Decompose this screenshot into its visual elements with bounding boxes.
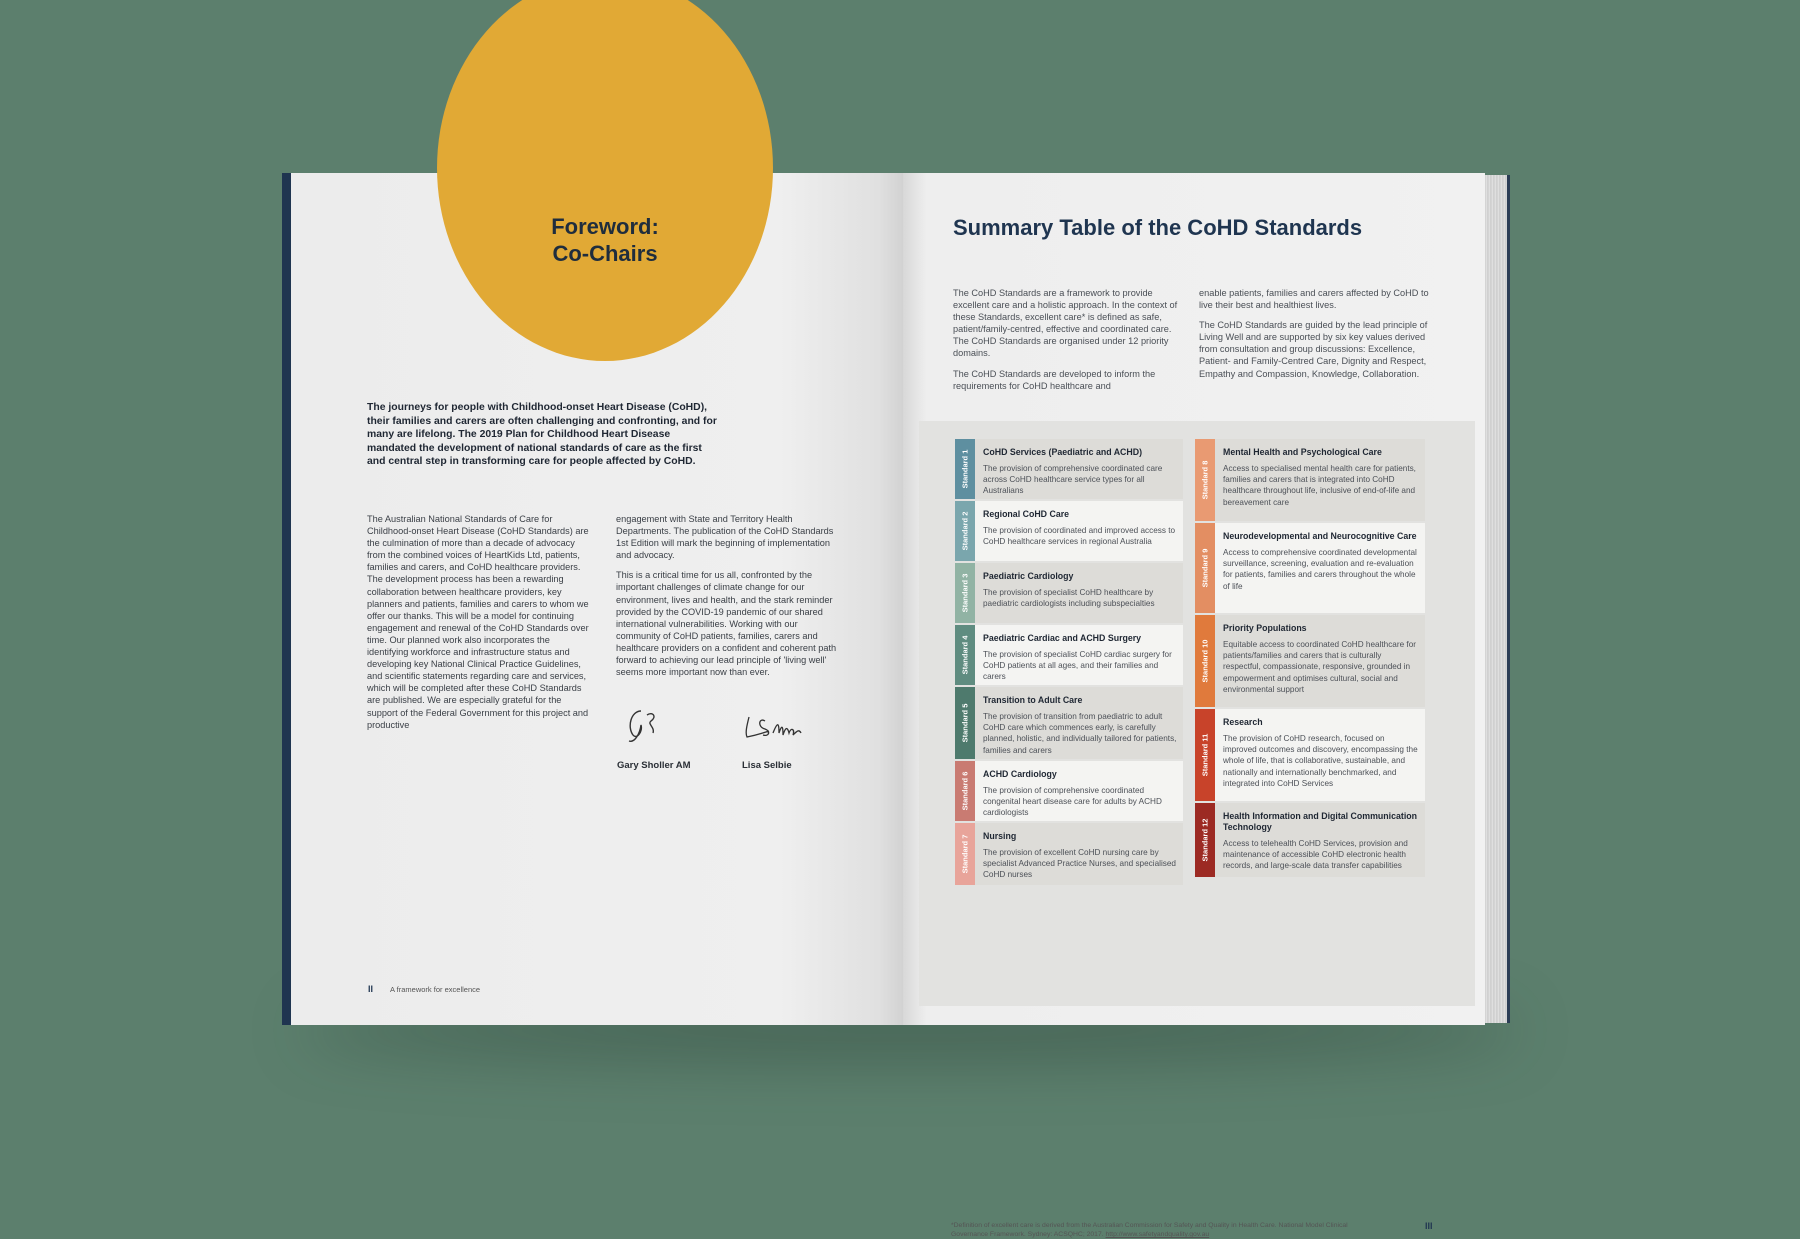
standard-description: The provision of coordinated and improved access to CoHD healthcare services in regional Australia [983,526,1176,547]
standard-name: Mental Health and Psychological Care [1223,447,1382,457]
standard-body [1215,523,1425,613]
standard-tab [955,501,975,561]
paragraph: This is a critical time for us all, confronted by the important challenges of climate change for our environment, lives and health, and the stark reminder provided by the COVID-19 pandemic of our shared international vulnerabilities. Working with our community of CoHD patients, families, carers and healthcare providers on a confident and coherent path forward to achieving our lead principle of 'living well' seems more important now than ever. [616,570,837,678]
standard-description: Access to telehealth CoHD Services, provision and maintenance of accessible CoHD electronic health records, and large-scale data transfer capabilities [1223,839,1408,871]
standard-body [975,563,1183,623]
body-column-2 [616,513,842,686]
standard-tab-label: Standard 9 [1200,548,1210,588]
intro-column-2 [1199,287,1431,388]
standard-name: Health Information and Digital Communication Technology [1223,811,1418,832]
standard-row [955,439,1183,499]
standard-name: ACHD Cardiology [983,769,1057,779]
standard-description: The provision of excellent CoHD nursing care by specialist Advanced Practice Nurses, and specialised CoHD nurses [983,848,1176,880]
standard-body [1215,709,1425,801]
standard-name: Neurodevelopmental and Neurocognitive Care [1223,531,1417,541]
standard-tab [1195,803,1215,877]
standard-row [955,563,1183,623]
standard-body [975,501,1183,561]
standard-body [975,439,1183,499]
standard-tab [1195,709,1215,801]
signature-scribble-icon [743,713,803,743]
standard-description: Access to comprehensive coordinated developmental surveillance, screening, evaluation and re-evaluation for patients, families and carers throughout the whole of life [1223,548,1417,591]
standard-name: Research [1223,717,1263,727]
standard-tab [955,439,975,499]
standard-body [1215,439,1425,521]
paragraph: engagement with State and Territory Health Departments. The publication of the CoHD Standards 1st Edition will mark the beginning of implementation and advocacy. [616,514,834,561]
standards-table [919,421,1475,1238]
standard-body [975,625,1183,685]
standard-tab-label: Standard 7 [960,834,970,874]
standard-tab [955,563,975,623]
summary-title: Summary Table of the CoHD Standards [953,215,1363,240]
standard-name: Paediatric Cardiology [983,571,1074,581]
standard-row [1195,803,1425,877]
paragraph: enable patients, families and carers affected by CoHD to live their best and healthiest lives. [1199,288,1429,311]
right-page-content [903,173,1485,1238]
standard-name: CoHD Services (Paediatric and ACHD) [983,447,1143,457]
signature-name-1: Gary Sholler AM [617,760,691,771]
signature-scribble-icon [623,705,663,745]
paragraph: The CoHD Standards are developed to inform the requirements for CoHD healthcare and [953,368,1156,391]
standard-row [1195,523,1425,613]
standard-tab [955,687,975,759]
standard-name: Nursing [983,831,1017,841]
standard-tab-label: Standard 1 [960,449,970,489]
standard-row [955,761,1183,821]
standard-body [975,687,1183,759]
standard-body [975,761,1183,821]
standard-tab-label: Standard 11 [1200,733,1210,777]
cover-edge [282,173,291,1025]
standard-tab [1195,615,1215,707]
standard-description: The provision of comprehensive coordinated care across CoHD healthcare service types for all Australians [983,464,1163,496]
standard-row [1195,709,1425,801]
standard-tab-label: Standard 12 [1200,818,1210,862]
page-number-right: III [1425,1221,1433,1231]
standard-row [1195,439,1425,521]
paragraph: The Australian National Standards of Care for Childhood-onset Heart Disease (CoHD Standards) are the culmination of more than a decade of advocacy from the combined voices of HeartKids Ltd, patients, families and carers, and CoHD healthcare providers. The development process has been a rewarding collaboration between healthcare providers, key planners and patients, families and carers to whom we offer our thanks. This will be a model for continuing engagement and renewal of the CoHD Standards over time. Our planned work also incorporates the identifying workforce and infrastructure status and developing key National Clinical Practice Guidelines, and scientific statements regarding care and services, which will be completed after these CoHD Standards are published. We are especially grateful for the support of the Federal Government for this project and productive [367,514,589,730]
paragraph: The CoHD Standards are a framework to provide excellent care and a holistic approach. In the context of these Standards, excellent care* is defined as safe, patient/family-centred, effective and coordinated care. The CoHD Standards are organised under 12 priority domains. [953,288,1178,359]
standard-row [955,687,1183,759]
standard-row [955,823,1183,885]
standard-tab [955,625,975,685]
intro-column-1 [953,287,1179,400]
standard-name: Paediatric Cardiac and ACHD Surgery [983,633,1142,643]
footnote: *Definition of excellent care is derived from the Australian Commission for Safety and Quality in Health Care. National Model Clinical Governance Framework. Sydney: ACSQHC; 2017. http://www.safetyandquality.gov.au [951,1222,1348,1238]
standard-tab-label: Standard 3 [960,573,970,613]
yellow-circle [437,0,773,361]
standard-description: Equitable access to coordinated CoHD healthcare for patients/families and carers that is culturally respectful, compassionate, responsive, grounded in empowerment and optimises cultural, social and environmental support [1223,640,1416,694]
standard-description: The provision of transition from paediatric to adult CoHD care which commences early, is carefully planned, holistic, and individually tailored for patients, families and carers [983,712,1177,755]
standard-body [975,823,1183,885]
standard-tab-label: Standard 2 [960,511,970,551]
signature-gary [623,705,663,751]
standard-tab [1195,523,1215,613]
standard-description: The provision of specialist CoHD healthcare by paediatric cardiologists including subspecialties [983,588,1155,609]
standard-name: Regional CoHD Care [983,509,1070,519]
foreword-title: Foreword: Co-Chairs [551,214,659,266]
standard-name: Priority Populations [1223,623,1307,633]
standard-tab [1195,439,1215,521]
standard-row [955,625,1183,685]
standard-tab [955,761,975,821]
standard-description: The provision of specialist CoHD cardiac surgery for CoHD patients at all ages, and their families and carers [983,650,1172,682]
standard-tab-label: Standard 4 [960,635,970,675]
standard-tab [955,823,975,885]
signature-lisa [743,713,803,749]
paragraph: The CoHD Standards are guided by the lead principle of Living Well and are supported by six key values derived from consultation and group discussions: Excellence, Patient- and Family-Centred Care, Dignity and Respect, Empathy and Compassion, Knowledge, Collaboration. [1199,320,1428,379]
standard-tab-label: Standard 10 [1200,639,1210,683]
lead-paragraph: The journeys for people with Childhood-onset Heart Disease (CoHD), their families and carers are often challenging and confronting, and for many are lifelong. The 2019 Plan for Childhood Heart Disease mandated the development of national standards of care as the first and central step in transforming care for people affected by CoHD. [367,402,717,468]
standard-tab-label: Standard 8 [1200,460,1210,500]
footer-text: A framework for excellence [390,985,481,994]
footnote-link[interactable]: http://www.safetyandquality.gov.au [1105,1231,1210,1238]
standard-name: Transition to Adult Care [983,695,1083,705]
body-column-1 [367,513,593,739]
standard-body [1215,803,1425,877]
left-page [291,173,903,1025]
standard-description: Access to specialised mental health care for patients, families and carers that is integrated into CoHD healthcare throughout life, inclusive of end-of-life and bereavement care [1223,464,1416,507]
standard-row [1195,615,1425,707]
page-number-left: II [368,984,374,994]
standard-description: The provision of comprehensive coordinated congenital heart disease care for adults by ACHD cardiologists [983,786,1162,818]
standard-tab-label: Standard 6 [960,771,970,811]
standard-body [1215,615,1425,707]
standard-row [955,501,1183,561]
standard-description: The provision of CoHD research, focused on improved outcomes and discovery, encompassing the whole of life, that is collaborative, sustainable, and nationally and internationally benchmarked, and integrated into CoHD Services [1223,734,1418,788]
back-cover-edge [1507,175,1510,1023]
signature-name-2: Lisa Selbie [742,760,792,771]
standard-tab-label: Standard 5 [960,703,970,743]
